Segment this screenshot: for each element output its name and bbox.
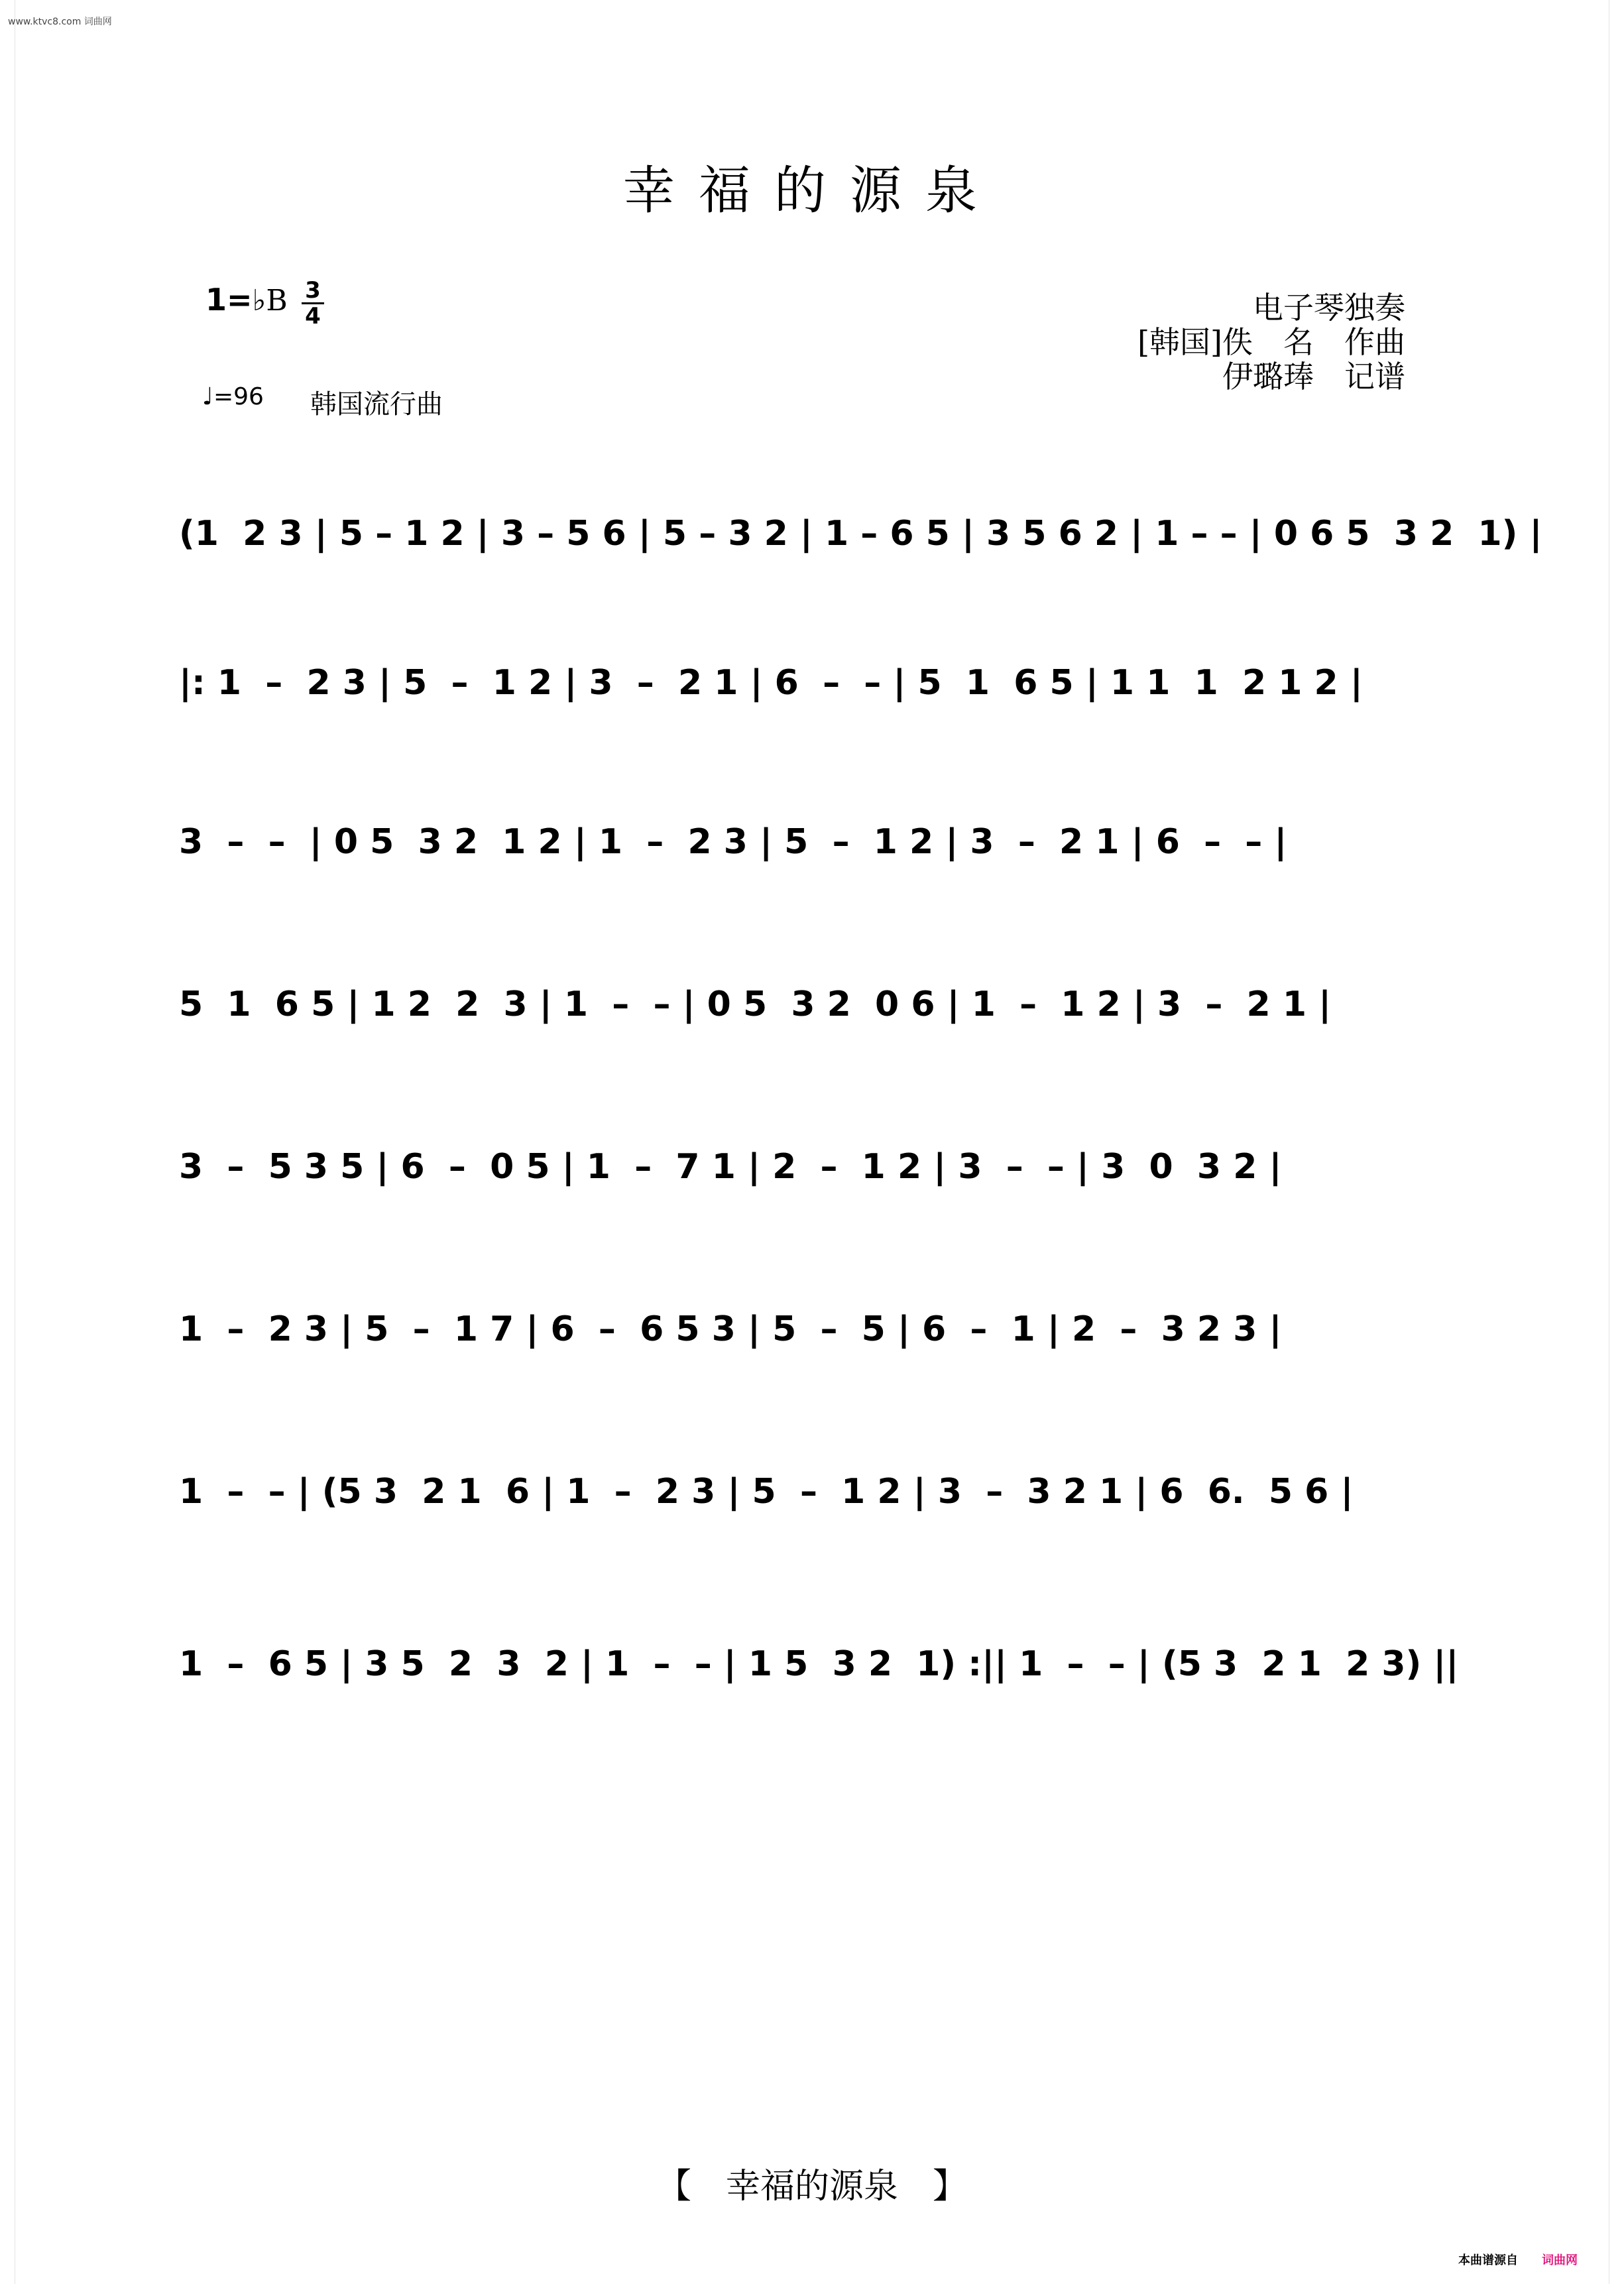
source-label: 本曲谱源自 — [1458, 2254, 1518, 2267]
credit-transcriber: 伊璐琫 记谱 — [1222, 359, 1405, 394]
song-style: 韩国流行曲 — [310, 389, 443, 420]
time-numerator: 3 — [302, 278, 324, 304]
credits — [1137, 290, 1405, 394]
score-line-6: 1 – 2 3 | 5 – 1 7 | 6 – 6 5 3 | 5 – 5 | 6 – 1 | 2 – 3 2 3 | — [179, 1309, 1282, 1349]
time-signature — [302, 278, 324, 328]
key-signature — [205, 282, 288, 318]
time-denominator: 4 — [305, 303, 321, 330]
site-url: www.ktvc8.com 词曲网 — [8, 17, 112, 27]
left-margin-strip — [0, 0, 15, 2284]
score-line-2: |: 1 – 2 3 | 5 – 1 2 | 3 – 2 1 | 6 – – | 5 1 6 5 | 1 1 1 2 1 2 | — [179, 663, 1363, 703]
page-title: 幸福的源泉 — [622, 161, 1001, 221]
right-margin-strip — [1609, 0, 1624, 2284]
score-line-3: 3 – – | 0 5 3 2 1 2 | 1 – 2 3 | 5 – 1 2 | 3 – 2 1 | 6 – – | — [179, 822, 1287, 862]
source-credit — [1458, 2251, 1578, 2268]
key-prefix: 1= — [205, 282, 253, 318]
footer-title: 【 幸福的源泉 】 — [656, 2167, 967, 2206]
score-line-1: (1 2 3 | 5 – 1 2 | 3 – 5 6 | 5 – 3 2 | 1 – 6 5 | 3 5 6 2 | 1 – – | 0 6 5 3 2 1) | — [179, 514, 1542, 554]
score-line-7: 1 – – | (5 3 2 1 6 | 1 – 2 3 | 5 – 1 2 | 3 – 3 2 1 | 6 6. 5 6 | — [179, 1472, 1354, 1512]
source-brand[interactable]: 词曲网 — [1542, 2254, 1578, 2267]
score-line-4: 5 1 6 5 | 1 2 2 3 | 1 – – | 0 5 3 2 0 6 | 1 – 1 2 | 3 – 2 1 | — [179, 985, 1332, 1024]
credit-instrument: 电子琴独奏 — [1253, 290, 1405, 326]
credit-composer: [韩国]佚 名 作曲 — [1137, 324, 1405, 360]
tempo-marking: ♩=96 — [202, 383, 264, 410]
key-flat: ♭B — [252, 284, 288, 318]
score-line-5: 3 – 5 3 5 | 6 – 0 5 | 1 – 7 1 | 2 – 1 2 | 3 – – | 3 0 3 2 | — [179, 1147, 1282, 1187]
score-line-8: 1 – 6 5 | 3 5 2 3 2 | 1 – – | 1 5 3 2 1) :|| 1 – – | (5 3 2 1 2 3) || — [179, 1644, 1459, 1684]
